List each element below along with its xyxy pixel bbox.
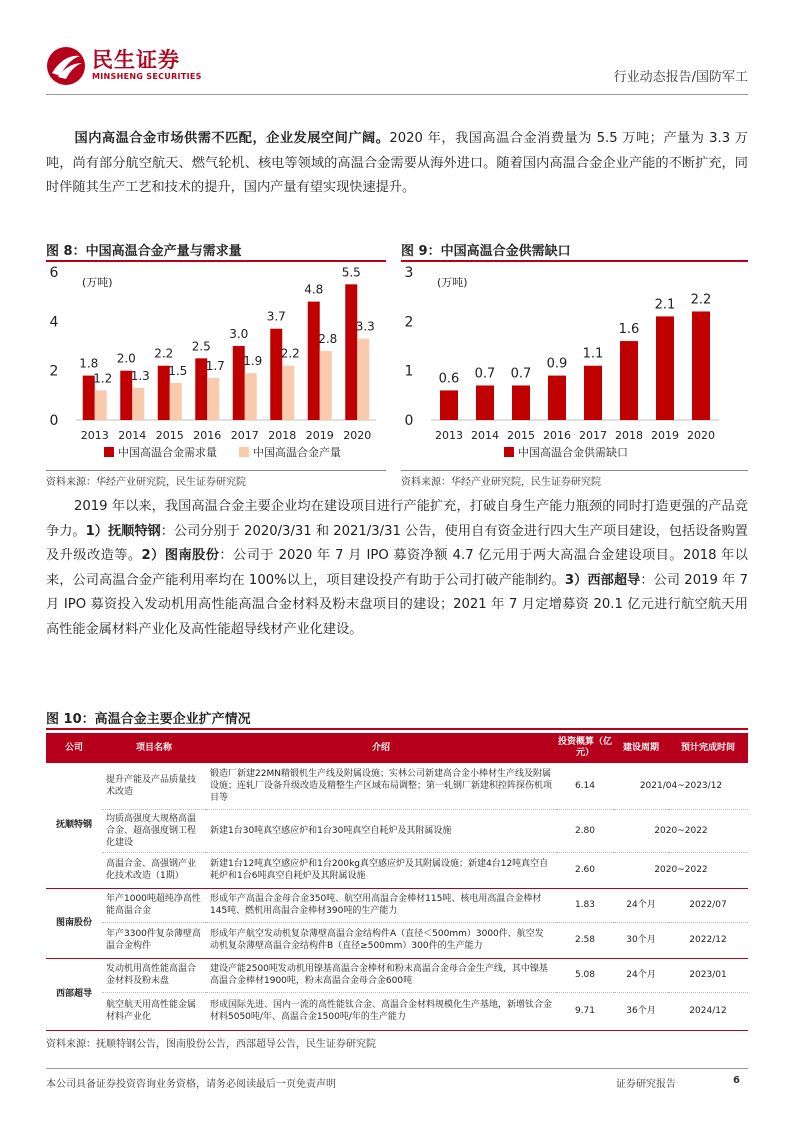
header-completion: 预计完成时间	[668, 733, 748, 763]
legend-label: 中国高温合金产量	[253, 446, 341, 459]
footer-disclaimer: 本公司具备证券投资咨询业务资格，请务必阅读最后一页免责声明	[46, 1079, 336, 1090]
x-tick-label: 2018	[615, 429, 643, 442]
table-row	[46, 852, 748, 888]
x-tick-label: 2016	[543, 429, 571, 442]
fig9-source-line	[401, 470, 748, 471]
y-tick-label: 2	[404, 314, 414, 331]
x-tick-label: 2015	[507, 429, 535, 442]
x-tick-label: 2015	[155, 429, 184, 442]
bar	[440, 390, 458, 420]
header-project: 项目名称	[102, 733, 206, 763]
x-tick-label: 2014	[471, 429, 499, 442]
para2-text-3: ：公司于 2020 年 7 月 IPO 募资净额 4.7 亿元用于两大高温合金建设项目。2018 年以来，公司高温合金产能利用率均在 100%以上，项目建设投产有助于公司打破产能制约。	[46, 548, 748, 588]
para2-text-4: ：公司 2019 年 7 月 IPO 募资投入发动机用高性能高温合金材料及粉末盘项目的建设；2021 年 7 月定增募资 20.1 亿元进行航空航天用高性能金属材料产业化及高性能超导线材产业化建设。	[46, 572, 748, 637]
data-label: 0.9	[546, 356, 568, 372]
data-label: 1.7	[205, 359, 225, 374]
para2-text-1: 2019 年以来，我国高温合金主要企业均在建设项目进行产能扩充，打破自身生产能力瓶颈的同时打造更强的产品竞争力。	[46, 499, 748, 539]
project-cell: 提升产能及产品质量技术改造	[102, 763, 206, 809]
bar	[95, 390, 107, 420]
para2-text-2: ：公司分别于 2020/3/31 和 2021/3/31 公告，使用自有资金进行四大生产项目建设，包括设备购置及升级改造等。	[46, 523, 748, 563]
logo-text-cn: 民生证券	[92, 48, 180, 72]
data-label: 3.3	[355, 319, 375, 334]
table-row	[46, 888, 748, 922]
header-period: 建设周期	[614, 733, 668, 763]
para2-company-xibu: 3）西部超导	[564, 572, 641, 588]
x-tick-label: 2019	[305, 429, 334, 442]
fig8-source-line	[46, 470, 386, 471]
unit-label: (万吨)	[437, 276, 468, 289]
paragraph-market	[46, 127, 748, 201]
y-tick-label: 4	[49, 314, 59, 331]
completion-cell: 2024/12	[668, 992, 748, 1030]
intro-cell: 形成年产航空发动机复杂薄壁高温合金结构件A（直径＜500mm）3000件、航空发动机复杂薄壁高温合金结构件B（直径≥500mm）300件的生产能力	[206, 922, 556, 958]
para1-body: 2020 年，我国高温合金消费量为 5.5 万吨；产量为 3.3 万吨，尚有部分航空航天、燃气轮机、核电等领域的高温合金需要从海外进口。随着国内高温合金企业产能的不断扩充，同时伴随其生产工艺和技术的提升，国内产量有望实现快速提升。	[46, 131, 748, 195]
footer-label: 证券研究报告	[616, 1079, 676, 1090]
period-cell: 36个月	[614, 992, 668, 1030]
y-tick-label: 1	[404, 363, 414, 380]
data-label: 1.6	[618, 322, 640, 338]
fig10-source: 资料来源：抚顺特钢公告，图南股份公告，西部超导公告，民生证券研究院	[46, 1038, 376, 1050]
bar	[656, 316, 674, 420]
completion-cell: 2021/04~2023/12	[614, 763, 748, 809]
x-tick-label: 2016	[193, 429, 222, 442]
project-cell: 年产1000吨超纯净高性能高温合金	[102, 888, 206, 922]
period-cell: 30个月	[614, 922, 668, 958]
legend-swatch	[504, 447, 514, 457]
logo-text-en: MINSHENG SECURITIES	[92, 72, 202, 81]
para2-company-fushun: 1）抚顺特钢	[85, 523, 161, 539]
expansion-table	[46, 733, 748, 1031]
fig10-title-line	[46, 728, 748, 730]
project-cell: 均质高强度大规格高温合金、超高强度钢工程化建设	[102, 809, 206, 852]
intro-cell: 形成年产高温合金母合金350吨、航空用高温合金棒材115吨、核电用高温合金棒材145吨、燃机用高温合金棒材390吨的生产能力	[206, 888, 556, 922]
bar	[692, 311, 710, 420]
project-cell: 高温合金、高强钢产业化技术改造（1期）	[102, 852, 206, 888]
unit-label: (万吨)	[82, 276, 113, 289]
x-tick-label: 2014	[118, 429, 147, 442]
intro-cell: 新建1台12吨真空感应炉和1台200kg真空感应炉及其附属设施；新建4台12吨真空自耗炉和1台6吨真空自耗炉及其附属设施	[206, 852, 556, 888]
investment-cell: 9.71	[556, 992, 614, 1030]
company-cell: 抚顺特钢	[46, 763, 102, 888]
data-label: 2.2	[690, 292, 712, 308]
report-type: 行业动态报告/国防军工	[613, 70, 748, 85]
data-label: 0.6	[438, 371, 460, 387]
x-tick-label: 2013	[435, 429, 463, 442]
y-tick-label: 0	[49, 413, 59, 429]
investment-cell: 1.83	[556, 888, 614, 922]
data-label: 1.2	[93, 371, 113, 386]
fig8-source: 资料来源：华经产业研究院，民生证券研究院	[46, 477, 246, 488]
bar	[548, 376, 566, 420]
data-label: 0.7	[474, 366, 496, 382]
table-row	[46, 992, 748, 1030]
x-tick-label: 2017	[579, 429, 607, 442]
bar	[512, 385, 530, 420]
data-label: 0.7	[510, 366, 532, 382]
bar	[270, 329, 282, 420]
header-intro: 介绍	[206, 733, 556, 763]
completion-cell: 2022/12	[668, 922, 748, 958]
legend-label: 中国高温合金供需缺口	[518, 446, 628, 459]
fig9-source: 资料来源：华经产业研究院，民生证券研究院	[401, 477, 601, 488]
bar	[584, 366, 602, 420]
bar	[357, 339, 369, 420]
period-cell: 24个月	[614, 958, 668, 992]
y-tick-label: 0	[404, 413, 414, 429]
project-cell: 年产3300件复杂薄壁高温合金构件	[102, 922, 206, 958]
header-divider	[46, 94, 748, 95]
bar	[132, 388, 144, 420]
data-label: 3.0	[229, 327, 249, 341]
data-label: 5.5	[341, 265, 361, 280]
header-investment: 投资概算（亿元）	[556, 733, 614, 763]
data-label: 4.8	[304, 282, 324, 297]
investment-cell: 5.08	[556, 958, 614, 992]
table-row	[46, 809, 748, 852]
para2-company-tunan: 2）图南股份	[141, 548, 220, 563]
table-row	[46, 958, 748, 992]
y-tick-label: 6	[49, 265, 59, 281]
table-row	[46, 763, 748, 809]
fig9-title: 图 9：中国高温合金供需缺口	[401, 244, 571, 259]
data-label: 2.2	[154, 346, 174, 361]
company-cell: 西部超导	[46, 958, 102, 1030]
legend-swatch	[104, 447, 114, 457]
table-row	[46, 922, 748, 958]
data-label: 2.2	[280, 346, 300, 361]
completion-cell: 2020~2022	[614, 852, 748, 888]
intro-cell: 锻造厂新建22MN精锻机生产线及附属设施；实林公司新建高合金小棒材生产线及附属设施；连轧厂设备升级改造及精整生产区域布局调整；第一轧钢厂新建积控阵探伤机项目等	[206, 763, 556, 809]
fig8-chart	[46, 262, 386, 467]
investment-cell: 2.60	[556, 852, 614, 888]
bar	[320, 351, 332, 420]
data-label: 3.7	[266, 309, 286, 324]
intro-cell: 新建1台30吨真空感应炉和1台30吨真空自耗炉及其附属设施	[206, 809, 556, 852]
legend-swatch	[239, 447, 249, 457]
bar	[245, 373, 257, 420]
x-tick-label: 2019	[651, 429, 679, 442]
data-label: 2.0	[116, 351, 136, 366]
bar	[308, 302, 320, 420]
period-cell: 24个月	[614, 888, 668, 922]
header-company: 公司	[46, 733, 102, 763]
y-tick-label: 3	[404, 265, 414, 281]
investment-cell: 2.80	[556, 809, 614, 852]
data-label: 2.5	[191, 339, 211, 354]
bar	[170, 383, 182, 420]
data-label: 2.8	[318, 331, 338, 346]
bar	[345, 284, 357, 420]
bar	[282, 366, 294, 420]
completion-cell: 2020~2022	[614, 809, 748, 852]
intro-cell: 建设产能2500吨发动机用镍基高温合金棒材和粉末高温合金母合金生产线，其中镍基高温合金棒材1900吨，粉末高温合金母合金600吨	[206, 958, 556, 992]
x-tick-label: 2017	[230, 429, 259, 442]
data-label: 1.3	[130, 368, 150, 383]
fig8-title: 图 8：中国高温合金产量与需求量	[46, 244, 242, 259]
expansion-table-wrap	[46, 733, 748, 1050]
x-tick-label: 2020	[343, 429, 372, 442]
table-header-row	[46, 733, 748, 763]
legend-label: 中国高温合金需求量	[118, 446, 217, 459]
x-tick-label: 2013	[80, 429, 109, 442]
completion-cell: 2022/07	[668, 888, 748, 922]
data-label: 1.5	[168, 364, 188, 378]
bar	[207, 378, 219, 420]
footer-divider	[46, 1068, 748, 1069]
fig9-chart	[401, 262, 748, 467]
fig10-title: 图 10：高温合金主要企业扩产情况	[46, 712, 251, 727]
x-tick-label: 2020	[687, 429, 715, 442]
x-tick-label: 2018	[268, 429, 297, 442]
data-label: 1.1	[582, 346, 604, 362]
project-cell: 发动机用高性能高温合金材料及粉末盘	[102, 958, 206, 992]
completion-cell: 2023/01	[668, 958, 748, 992]
paragraph-expansion	[46, 495, 748, 642]
para1-lead: 国内高温合金市场供需不匹配，企业发展空间广阔。	[74, 131, 390, 146]
data-label: 1.8	[79, 356, 99, 371]
investment-cell: 6.14	[556, 763, 614, 809]
investment-cell: 2.58	[556, 922, 614, 958]
bar	[620, 341, 638, 420]
minsheng-logo-icon	[46, 46, 86, 86]
y-tick-label: 2	[49, 363, 59, 380]
company-cell: 图南股份	[46, 888, 102, 958]
data-label: 2.1	[654, 297, 676, 313]
intro-cell: 形成国际先进、国内一流的高性能钛合金、高温合金材料规模化生产基地，新增钛合金材料5050吨/年、高温合金1500吨/年的生产能力	[206, 992, 556, 1030]
page-header	[46, 42, 748, 92]
bar	[476, 385, 494, 420]
project-cell: 航空航天用高性能金属材料产业化	[102, 992, 206, 1030]
data-label: 1.9	[243, 354, 263, 369]
page-number: 6	[733, 1075, 740, 1086]
